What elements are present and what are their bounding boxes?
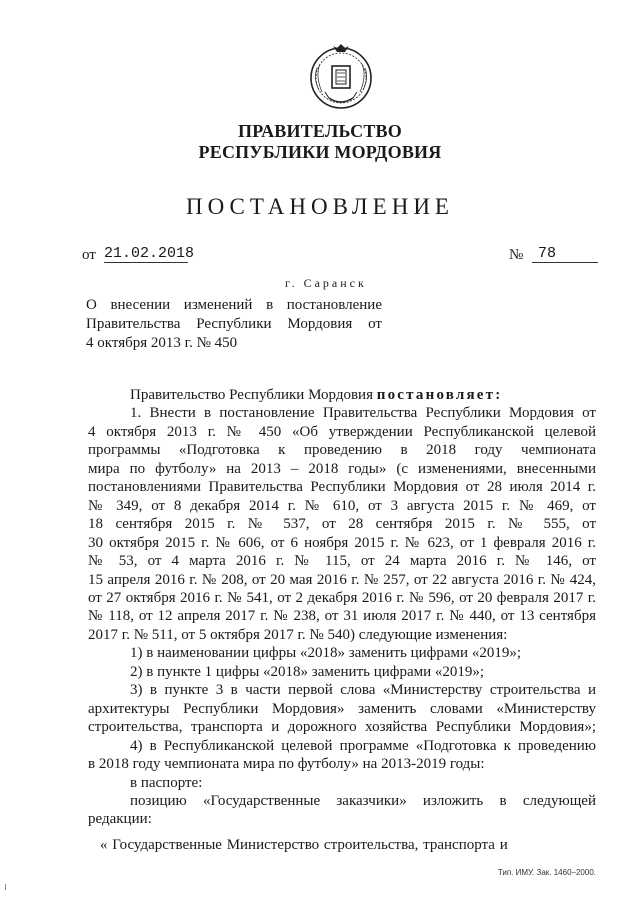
body-line: 2017 г. № 511, от 5 октября 2017 г. № 540) следующие изменения: (88, 626, 508, 643)
body-line: 30 октября 2015 г. № 606, от 6 ноября 2015 г. № 623, от 1 февраля 2016 г. (88, 534, 596, 551)
body-line: в 2018 году чемпионата мира по футболу» на 2013-2019 годы: (88, 756, 485, 773)
coat-of-arms-icon (303, 38, 379, 114)
document-body (88, 386, 596, 854)
document-subject (86, 296, 382, 353)
preamble (88, 386, 596, 404)
body-line: 15 апреля 2016 г. № 208, от 20 мая 2016 г. № 257, от 22 августа 2016 г. № 424, (88, 571, 596, 588)
body-line: постановлениями Правительства Республики Мордовия от 28 июля 2014 г. (88, 479, 596, 496)
preamble-text: Правительство Республики Мордовия (130, 387, 377, 403)
preamble-keyword: постановляет: (376, 387, 503, 403)
body-line: 18 сентября 2015 г. № 537, от 28 сентября 2015 г. № 555, от (88, 516, 596, 533)
date-prefix: от (82, 247, 96, 263)
print-note: Тип. ИМУ. Зак. 1460–2000. (497, 868, 596, 877)
body-line: от 27 октября 2016 г. № 541, от 2 декабря 2016 г. № 596, от 20 февраля 2017 г. (88, 589, 596, 606)
document-type: ПОСТАНОВЛЕНИЕ (186, 194, 454, 219)
document-date: 21.02.2018 (104, 245, 195, 262)
document-number-field (532, 245, 598, 263)
body-line: 1. Внести в постановление Правительства Республики Мордовия от (130, 405, 596, 422)
body-line: в паспорте: (130, 774, 203, 791)
subject-line: 4 октября 2013 г. № 450 (86, 335, 238, 351)
body-line: № 118, от 12 апреля 2017 г. № 238, от 31 июля 2017 г. № 440, от 13 сентября (88, 608, 596, 625)
body-line: 2) в пункте 1 цифры «2018» заменить цифрами «2019»; (130, 663, 485, 680)
subject-line: Правительства Республики Мордовия от (86, 316, 382, 332)
scan-mark (5, 884, 6, 890)
city: г. Саранск (285, 276, 367, 290)
document-number: 78 (538, 245, 557, 262)
body-line: программы «Подготовка к проведению в 2018 году чемпионата (88, 442, 596, 459)
body-line: 4) в Республиканской целевой программе «Подготовка к проведению (130, 737, 596, 754)
body-line: № 349, от 8 декабря 2014 г. № 610, от 3 августа 2015 г. № 469, от (88, 497, 596, 514)
body-line: № 53, от 4 марта 2016 г. № 115, от 24 марта 2016 г. № 146, от (88, 553, 596, 570)
government-name-line2: РЕСПУБЛИКИ МОРДОВИЯ (198, 142, 442, 162)
body-line: редакции: (88, 811, 152, 828)
body-line: 4 октября 2013 г. № 450 «Об утверждении Республиканской целевой (88, 423, 596, 440)
subject-line: О внесении изменений в постановление (86, 297, 382, 313)
body-line: 1) в наименовании цифры «2018» заменить цифрами «2019»; (130, 645, 521, 662)
number-prefix: № (509, 247, 524, 263)
body-line: 3) в пункте 3 в части первой слова «Министерству строительства и (130, 682, 596, 699)
body-line: мира по футболу» на 2013 – 2018 годы» (с изменениями, внесенными (88, 460, 596, 477)
body-line: архитектуры Республики Мордовия» заменить словами «Министерству (88, 700, 596, 717)
body-line: « Государственные Министерство строительства, транспорта и (100, 836, 508, 853)
body-line: строительства, транспорта и дорожного хозяйства Республики Мордовия»; (88, 719, 596, 736)
body-line: позицию «Государственные заказчики» изложить в следующей (130, 792, 596, 809)
government-name-line1: ПРАВИТЕЛЬСТВО (238, 121, 402, 141)
